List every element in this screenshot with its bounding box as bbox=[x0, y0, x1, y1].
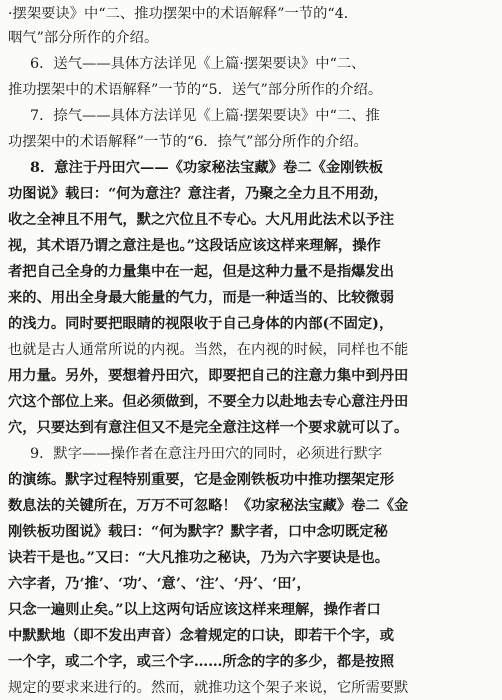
text-line-7: 8．意注于丹田穴——《功家秘法宝藏》卷二《金刚铁板 bbox=[30, 160, 384, 176]
text-line-2: 咽气”部分所作的介绍。 bbox=[8, 30, 159, 46]
text-line-23: 六字者，乃‘推’、‘功’、‘意’、‘注’、‘丹’、‘田’， bbox=[8, 576, 311, 592]
text-line-25: 中默默地（即不发出声音）念着规定的口诀，即若干个字，或 bbox=[8, 628, 395, 644]
text-line-9: 收之全神且不用气，默之穴位且不专心。大凡用此法术以予注 bbox=[8, 212, 395, 228]
text-line-13: 的浅力。同时要把眼睛的视限收于自己身体的内部(不固定)， bbox=[8, 316, 394, 332]
text-line-3: 6．送气——具体方法详见《上篇·摆架要诀》中“二、 bbox=[30, 56, 366, 72]
text-line-16: 穴这个部位上来。但必须做到，不要全力以赴地去专心意注丹田 bbox=[8, 394, 409, 410]
text-line-12: 来的、用出全身最大能量的气力，而是一种适当的、比较微弱 bbox=[8, 290, 395, 306]
text-line-26: 一个字，或二个字，或三个字……所念的字的多少，都是按照 bbox=[8, 654, 395, 670]
text-line-11: 者把自己全身的力量集中在一起，但是这种力量不是指爆发出 bbox=[8, 264, 395, 280]
text-line-5: 7．捺气——具体方法详见《上篇·摆架要诀》中“二、推 bbox=[30, 108, 380, 124]
text-line-17: 穴，只要达到有意注但又不是完全意注这样一个要求就可以了。 bbox=[8, 420, 409, 436]
text-line-24: 只念一遍则止矣。”以上这两句话应该这样来理解，操作者口 bbox=[8, 602, 381, 618]
text-line-14: 也就是古人通常所说的内视。当然，在内视的时候，同样也不能 bbox=[8, 342, 409, 358]
text-line-18: 9．默字——操作者在意注丹田穴的同时，必须进行默字 bbox=[30, 446, 383, 462]
text-line-22: 诀若干是也。”又曰：“大凡推功之秘诀，乃为六字要诀是也。 bbox=[8, 550, 390, 566]
text-line-21: 刚铁板功图说》载曰：“何为默字？默字者，口中念叨既定秘 bbox=[8, 524, 388, 540]
text-line-1: ·摆架要诀》中“二、推功摆架中的术语解释”一节的“4． bbox=[8, 6, 359, 22]
text-line-20: 数息法的关键所在，万万不可忽略！《功家秘法宝藏》卷二《金 bbox=[8, 498, 409, 514]
text-line-27: 规定的要求来进行的。然而，就推功这个架子来说，它所需要默 bbox=[8, 680, 409, 696]
text-line-15: 用力量。另外，要想着丹田穴，即要把自己的注意力集中到丹田 bbox=[8, 368, 409, 384]
text-line-4: 推功摆架中的术语解释”一节的“5．送气”部分所作的介绍。 bbox=[8, 82, 383, 98]
text-line-19: 的演练。默字过程特别重要，它是金刚铁板功中推功摆架定形 bbox=[8, 472, 395, 488]
text-line-8: 功图说》载曰：“何为意注？意注者，乃聚之全力且不用劲， bbox=[8, 186, 388, 202]
text-line-10: 视，其术语乃谓之意注是也。”这段话应该这样来理解，操作 bbox=[8, 238, 381, 254]
text-line-6: 功摆架中的术语解释”一节的“6．捺气”部分所作的介绍。 bbox=[8, 134, 368, 150]
